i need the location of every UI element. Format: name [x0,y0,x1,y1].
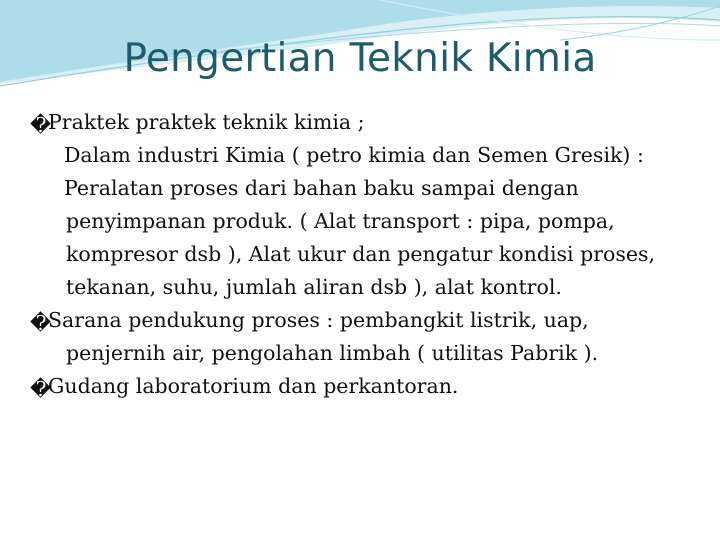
paragraph-text: Praktek praktek teknik kimia ; [48,110,365,134]
paragraph-text: Peralatan proses dari bahan baku sampai dengan penyimpanan produk. ( Alat transport : pipa, pompa, kompresor dsb ), Alat ukur dan pengatur kondisi proses, tekanan, suhu, jumlah aliran dsb ), alat kontrol. [64,176,656,299]
slide-body [30,106,690,403]
bullet-paragraph [30,370,690,403]
paragraph-text: Sarana pendukung proses : pembangkit listrik, uap, penjernih air, pengolahan limbah ( utilitas Pabrik ). [48,308,599,365]
sub-paragraph [30,139,690,172]
bullet-icon: � [30,311,52,335]
paragraph-text: Gudang laboratorium dan perkantoran. [48,374,459,398]
bullet-paragraph [30,106,690,139]
paragraph-text: Dalam industri Kimia ( petro kimia dan Semen Gresik) : [64,143,644,167]
bullet-paragraph [30,304,690,370]
sub-paragraph [30,172,690,304]
bullet-icon: � [30,377,52,401]
bullet-icon: � [30,113,52,137]
slide-title: Pengertian Teknik Kimia [123,36,597,81]
